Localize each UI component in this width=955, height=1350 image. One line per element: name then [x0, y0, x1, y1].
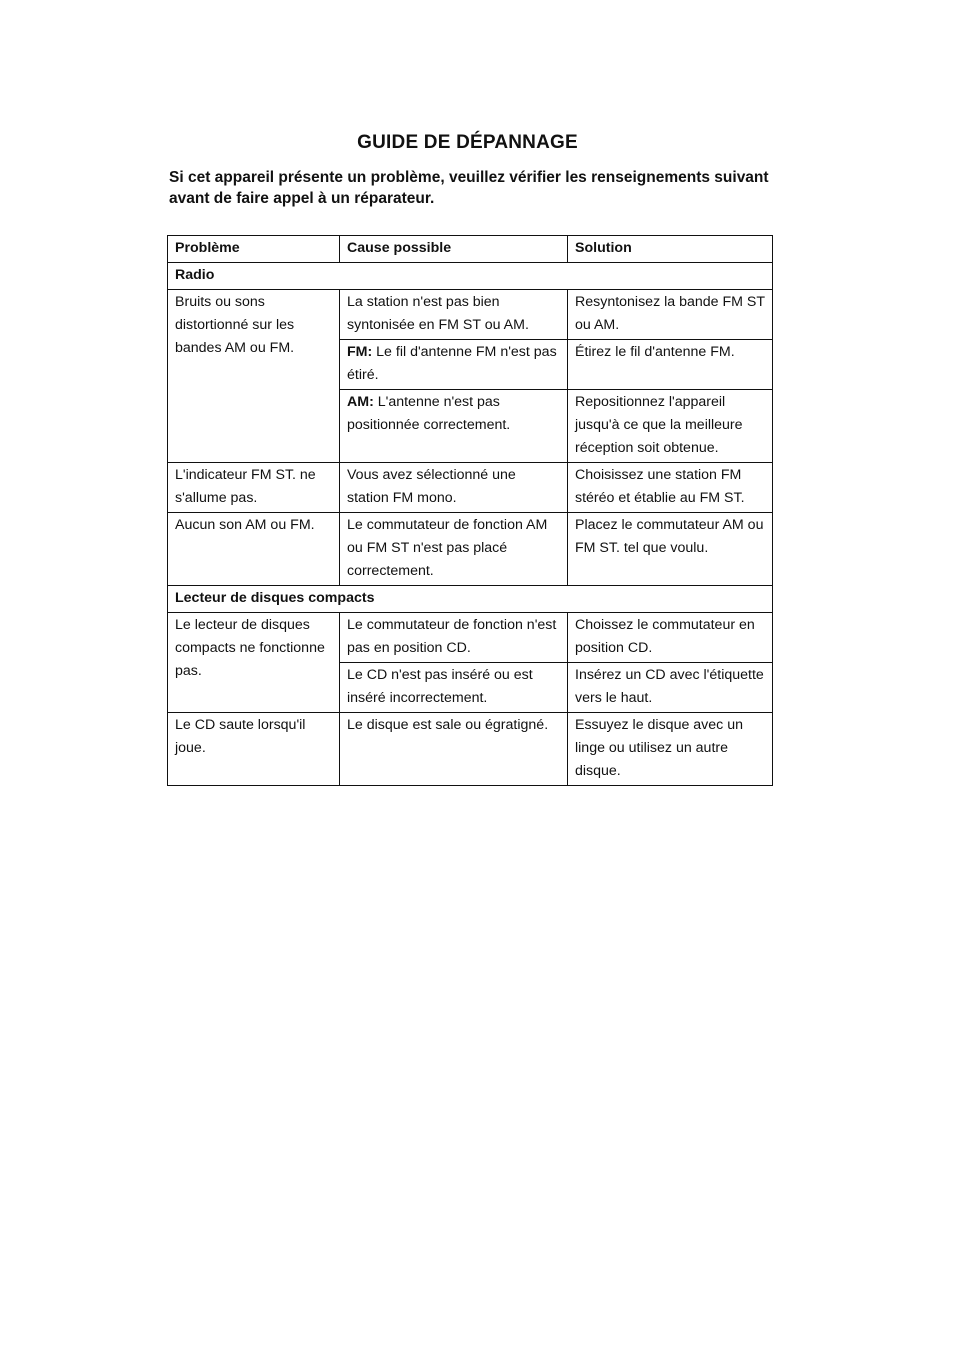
table-row	[168, 613, 773, 663]
cause-cell: Le CD n'est pas inséré ou est inséré incorrectement.	[340, 663, 568, 713]
header-problem: Problème	[168, 236, 340, 263]
section-label-cd: Lecteur de disques compacts	[168, 586, 773, 613]
header-solution: Solution	[568, 236, 773, 263]
section-row-radio	[168, 263, 773, 290]
problem-cell: Aucun son AM ou FM.	[168, 513, 340, 586]
table-row	[168, 513, 773, 586]
cause-cell: Le disque est sale ou égratigné.	[340, 713, 568, 786]
section-label-radio: Radio	[168, 263, 773, 290]
cause-cell: Le commutateur de fonction n'est pas en position CD.	[340, 613, 568, 663]
cause-label-fm: FM:	[347, 344, 373, 360]
table-row	[168, 463, 773, 513]
solution-cell: Essuyez le disque avec un linge ou utilisez un autre disque.	[568, 713, 773, 786]
problem-cell: L'indicateur FM ST. ne s'allume pas.	[168, 463, 340, 513]
cause-text: L'antenne n'est pas positionnée correctement.	[347, 394, 511, 433]
intro-paragraph: Si cet appareil présente un problème, veuillez vérifier les renseignements suivant avant de faire appel à un réparateur.	[169, 169, 769, 207]
cause-cell: Le commutateur de fonction AM ou FM ST n'est pas placé correctement.	[340, 513, 568, 586]
table-row	[168, 713, 773, 786]
page-title: GUIDE DE DÉPANNAGE	[357, 132, 578, 153]
problem-cell: Bruits ou sons distortionné sur les bandes AM ou FM.	[168, 290, 340, 463]
solution-cell: Placez le commutateur AM ou FM ST. tel que voulu.	[568, 513, 773, 586]
cause-cell: La station n'est pas bien syntonisée en FM ST ou AM.	[340, 290, 568, 340]
troubleshooting-table	[167, 235, 773, 786]
solution-cell: Étirez le fil d'antenne FM.	[568, 340, 773, 390]
problem-cell: Le lecteur de disques compacts ne fonctionne pas.	[168, 613, 340, 713]
solution-cell: Choissez le commutateur en position CD.	[568, 613, 773, 663]
solution-cell: Repositionnez l'appareil jusqu'à ce que la meilleure réception soit obtenue.	[568, 390, 773, 463]
cause-text: Le fil d'antenne FM n'est pas étiré.	[347, 344, 557, 383]
table-header-row	[168, 236, 773, 263]
problem-cell: Le CD saute lorsqu'il joue.	[168, 713, 340, 786]
solution-cell: Choisissez une station FM stéréo et établie au FM ST.	[568, 463, 773, 513]
section-row-cd	[168, 586, 773, 613]
cause-cell	[340, 390, 568, 463]
header-cause: Cause possible	[340, 236, 568, 263]
table-row	[168, 290, 773, 340]
cause-cell	[340, 340, 568, 390]
solution-cell: Insérez un CD avec l'étiquette vers le haut.	[568, 663, 773, 713]
cause-label-am: AM:	[347, 394, 374, 410]
solution-cell: Resyntonisez la bande FM ST ou AM.	[568, 290, 773, 340]
cause-cell: Vous avez sélectionné une station FM mono.	[340, 463, 568, 513]
